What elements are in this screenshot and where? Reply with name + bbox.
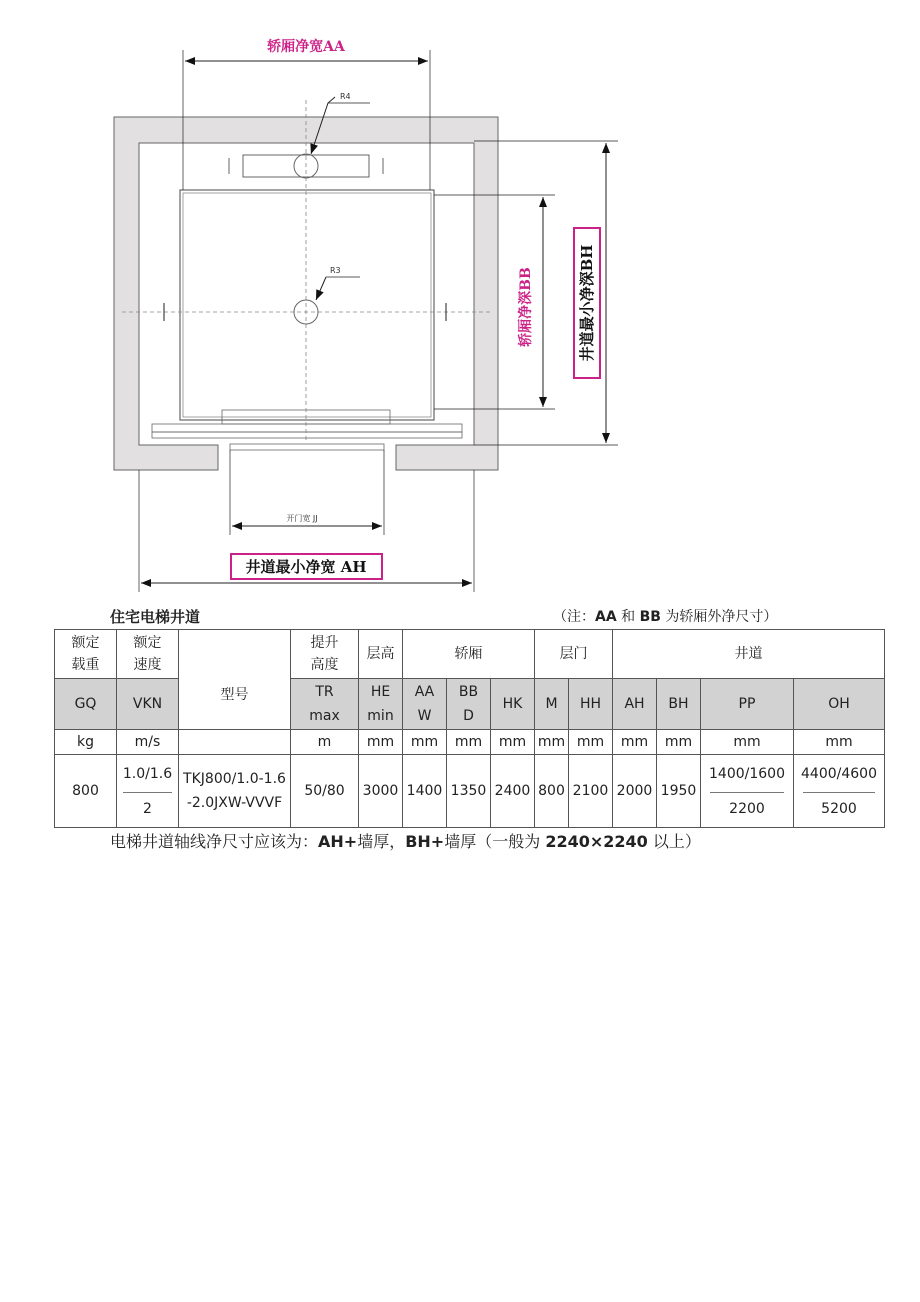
data-row — [55, 755, 885, 828]
note-bb: BB — [639, 609, 661, 625]
cell-hk: 2400 — [491, 755, 535, 828]
cell-he: 3000 — [359, 755, 403, 828]
code-vkn: VKN — [117, 679, 179, 730]
unit-bh: mm — [657, 730, 701, 755]
cell-speed — [117, 755, 179, 828]
unit-ah: mm — [613, 730, 657, 755]
code-aa: AA W — [403, 679, 447, 730]
header-floor-height: 层高 — [359, 630, 403, 679]
code-tr: TR max — [291, 679, 359, 730]
unit-bb: mm — [447, 730, 491, 755]
cell-hh: 2100 — [569, 755, 613, 828]
r4-label: R4 — [340, 92, 351, 101]
cell-ah: 2000 — [613, 755, 657, 828]
r3-label: R3 — [330, 266, 341, 275]
header-row — [55, 630, 885, 679]
footnote-size: 2240×2240 — [545, 832, 648, 851]
unit-hk: mm — [491, 730, 535, 755]
shaft-depth-label: 井道最小净深BH — [578, 244, 596, 362]
unit-pp: mm — [701, 730, 794, 755]
unit-oh: mm — [794, 730, 885, 755]
elevator-car — [152, 190, 462, 450]
header-rated-load: 额定 载重 — [55, 630, 117, 679]
header-model: 型号 — [179, 630, 291, 730]
cell-aa: 1400 — [403, 755, 447, 828]
elevator-spec-table — [54, 629, 885, 828]
unit-row — [55, 730, 885, 755]
unit-gq: kg — [55, 730, 117, 755]
code-m: M — [535, 679, 569, 730]
footnote — [110, 829, 701, 852]
section-title: 住宅电梯井道 — [110, 608, 201, 626]
elevator-shaft-drawing — [0, 0, 920, 600]
footnote-suffix: 以上） — [647, 832, 701, 851]
note-aa: AA — [595, 609, 617, 625]
cell-model: TKJ800/1.0-1.6 -2.0JXW-VVVF — [179, 755, 291, 828]
header-shaft: 井道 — [613, 630, 885, 679]
footnote-ah: AH+ — [318, 832, 358, 851]
unit-hh: mm — [569, 730, 613, 755]
footnote-wall1: 墙厚， — [357, 832, 406, 851]
door-width-label: 开门宽 JJ — [286, 514, 318, 523]
code-oh: OH — [794, 679, 885, 730]
footnote-bh: BH+ — [405, 832, 445, 851]
unit-he: mm — [359, 730, 403, 755]
footnote-wall2: 墙厚（一般为 — [444, 832, 546, 851]
unit-aa: mm — [403, 730, 447, 755]
unit-tr: m — [291, 730, 359, 755]
shaft-width-label: 井道最小净宽 AH — [245, 558, 367, 576]
unit-m: mm — [535, 730, 569, 755]
code-hk: HK — [491, 679, 535, 730]
car-width-label: 轿厢净宽AA — [267, 39, 345, 55]
oh-bottom: 5200 — [821, 800, 857, 817]
note-mid: 和 — [616, 609, 640, 625]
cell-bh: 1950 — [657, 755, 701, 828]
note-suffix: 为轿厢外净尺寸） — [660, 609, 778, 625]
cell-bb: 1350 — [447, 755, 491, 828]
pp-top: 1400/1600 — [709, 765, 785, 782]
header-travel-height: 提升 高度 — [291, 630, 359, 679]
code-bh: BH — [657, 679, 701, 730]
r3-leader — [316, 277, 360, 300]
cell-load: 800 — [55, 755, 117, 828]
code-hh: HH — [569, 679, 613, 730]
code-gq: GQ — [55, 679, 117, 730]
code-bb: BB D — [447, 679, 491, 730]
note-prefix: （注： — [553, 609, 595, 625]
speed-bottom: 2 — [143, 800, 152, 817]
centre-lines — [122, 100, 490, 440]
cell-m: 800 — [535, 755, 569, 828]
code-he: HE min — [359, 679, 403, 730]
header-rated-speed: 额定 速度 — [117, 630, 179, 679]
dimension-note — [553, 606, 777, 626]
pp-bottom: 2200 — [729, 800, 765, 817]
unit-vkn: m/s — [117, 730, 179, 755]
speed-top: 1.0/1.6 — [122, 765, 173, 782]
code-ah: AH — [613, 679, 657, 730]
header-landing-door: 层门 — [535, 630, 613, 679]
footnote-prefix: 电梯井道轴线净尺寸应该为： — [110, 832, 319, 851]
car-depth-label: 轿厢净深BB — [518, 267, 534, 347]
header-car: 轿厢 — [403, 630, 535, 679]
cell-pp — [701, 755, 794, 828]
unit-model — [179, 730, 291, 755]
cell-tr: 50/80 — [291, 755, 359, 828]
oh-top: 4400/4600 — [801, 765, 877, 782]
cell-oh — [794, 755, 885, 828]
code-pp: PP — [701, 679, 794, 730]
